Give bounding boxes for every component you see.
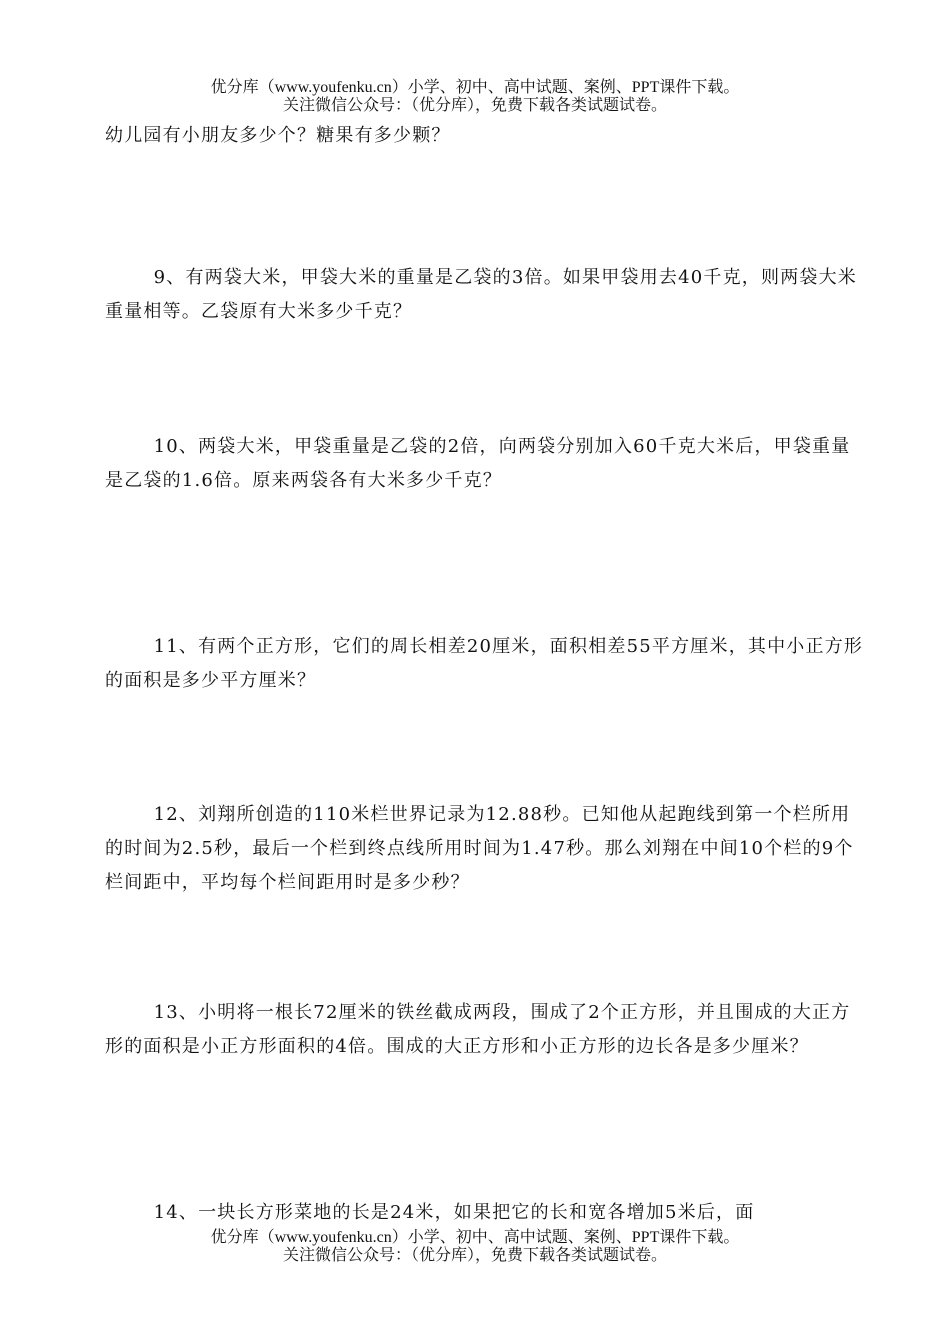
problem-12: 12、刘翔所创造的110米栏世界记录为12.88秒。已知他从起跑线到第一个栏所用的时间为2.5秒，最后一个栏到终点线所用时间为1.47秒。那么刘翔在中间10个栏的9个栏间距中，平均每个栏间距用时是多少秒？ (105, 804, 854, 893)
problem-11: 11、有两个正方形，它们的周长相差20厘米，面积相差55平方厘米，其中小正方形的面积是多少平方厘米？ (105, 636, 864, 691)
problem-8-continuation: 幼儿园有小朋友多少个？糖果有多少颗？ (105, 125, 451, 146)
page-footer (0, 1229, 950, 1265)
page-header (0, 79, 950, 115)
header-line-2: 关注微信公众号：（优分库），免费下载各类试题试卷。 (282, 97, 667, 114)
header-line-1: 优分库（www.youfenku.cn）小学、初中、高中试题、案例、PPT课件下载。 (210, 79, 740, 96)
problem-9: 9、有两袋大米，甲袋大米的重量是乙袋的3倍。如果甲袋用去40千克，则两袋大米重量相等。乙袋原有大米多少千克？ (105, 267, 857, 322)
footer-line-2: 关注微信公众号：（优分库），免费下载各类试题试卷。 (282, 1247, 667, 1264)
problem-10: 10、两袋大米，甲袋重量是乙袋的2倍，向两袋分别加入60千克大米后，甲袋重量是乙袋的1.6倍。原来两袋各有大米多少千克？ (105, 436, 851, 491)
footer-line-1: 优分库（www.youfenku.cn）小学、初中、高中试题、案例、PPT课件下载。 (210, 1229, 740, 1246)
problem-14: 14、一块长方形菜地的长是24米，如果把它的长和宽各增加5米后，面 (153, 1202, 755, 1223)
problem-13: 13、小明将一根长72厘米的铁丝截成两段，围成了2个正方形，并且围成的大正方形的面积是小正方形面积的4倍。围成的大正方形和小正方形的边长各是多少厘米？ (105, 1002, 851, 1057)
